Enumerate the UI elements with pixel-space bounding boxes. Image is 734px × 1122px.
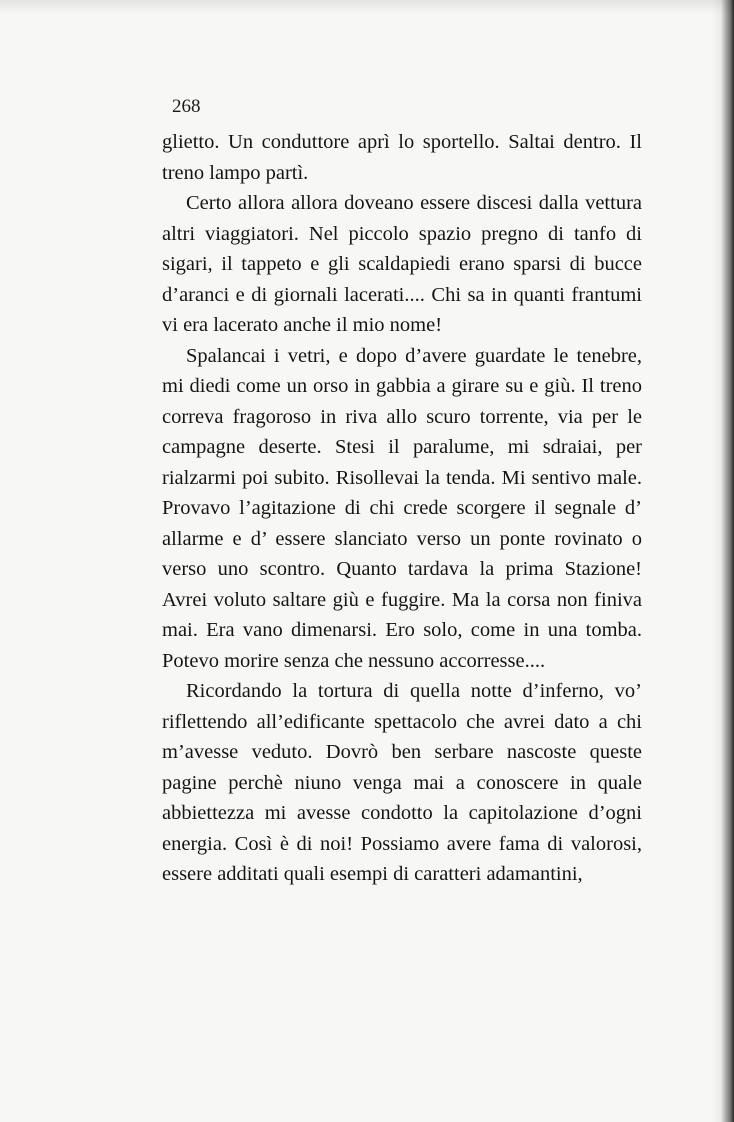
page-binding-shadow [712, 0, 734, 1122]
body-text [162, 127, 642, 890]
paragraph-4: Ricordando la tortura di quella notte d’inferno, vo’ riflettendo all’edificante spettacolo che avrei dato a chi m’avesse veduto. Dovrò ben serbare nascoste queste pagine perchè niuno venga mai a conoscere in quale abbiettezza mi avesse condotto la capitolazione d’ogni energia. Così è di noi! Possiamo avere fama di valorosi, essere additati quali esempi di caratteri adamantini, [162, 680, 642, 885]
page-top-shadow [0, 0, 734, 14]
paragraph-1: glietto. Un conduttore aprì lo sportello. Saltai dentro. Il treno lampo partì. [162, 131, 642, 184]
paragraph-2: Certo allora allora doveano essere discesi dalla vettura altri viaggiatori. Nel piccolo spazio pregno di tanfo di sigari, il tappeto e gli scaldapiedi erano sparsi di bucce d’aranci e di giornali lacerati.... Chi sa in quanti frantumi vi era lacerato anche il mio nome! [162, 192, 642, 336]
page-number: 268 [172, 96, 201, 117]
paragraph-3: Spalancai i vetri, e dopo d’avere guardate le tenebre, mi diedi come un orso in gabbia a girare su e giù. Il treno correva fragoroso in riva allo scuro torrente, via per le campagne deserte. Stesi il paralume, mi sdraiai, per rialzarmi poi subito. Risollevai la tenda. Mi sentivo male. Provavo l’agitazione di chi crede scorgere il segnale d’ allarme e d’ essere slanciato verso un ponte rovinato o verso uno scontro. Quanto tardava la prima Stazione! Avrei voluto saltare giù e fuggire. Ma la corsa non finiva mai. Era vano dimenarsi. Ero solo, come in una tomba. Potevo morire senza che nessuno accorresse.... [162, 344, 642, 672]
